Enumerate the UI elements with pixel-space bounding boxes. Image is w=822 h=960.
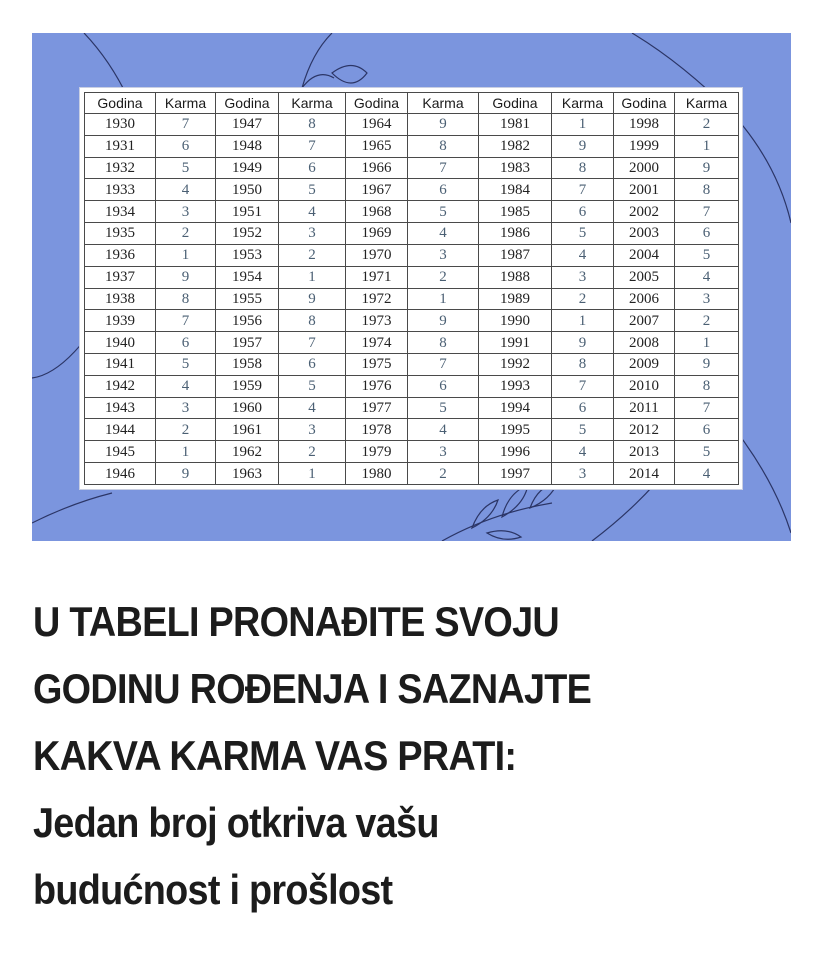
- column-header-karma: Karma: [675, 93, 739, 114]
- year-cell: 2006: [614, 288, 675, 310]
- year-cell: 1994: [479, 397, 552, 419]
- year-cell: 1940: [85, 332, 156, 354]
- year-cell: 2000: [614, 157, 675, 179]
- karma-cell: 8: [675, 179, 739, 201]
- year-cell: 1999: [614, 135, 675, 157]
- year-cell: 1987: [479, 244, 552, 266]
- year-cell: 1944: [85, 419, 156, 441]
- karma-cell: 6: [408, 179, 479, 201]
- karma-cell: 4: [408, 223, 479, 245]
- karma-cell: 4: [675, 463, 739, 485]
- karma-cell: 1: [552, 310, 614, 332]
- year-cell: 1938: [85, 288, 156, 310]
- karma-cell: 4: [552, 441, 614, 463]
- year-cell: 1996: [479, 441, 552, 463]
- year-cell: 1953: [216, 244, 279, 266]
- leaf-sprig-icon: [442, 503, 552, 541]
- karma-cell: 6: [279, 157, 346, 179]
- karma-cell: 2: [156, 419, 216, 441]
- karma-cell: 3: [279, 223, 346, 245]
- karma-cell: 7: [156, 310, 216, 332]
- year-cell: 1990: [479, 310, 552, 332]
- year-cell: 1971: [346, 266, 408, 288]
- karma-cell: 9: [408, 114, 479, 136]
- karma-cell: 3: [552, 463, 614, 485]
- year-cell: 2004: [614, 244, 675, 266]
- year-cell: 1945: [85, 441, 156, 463]
- karma-cell: 2: [408, 266, 479, 288]
- table-row: [85, 223, 739, 245]
- year-cell: 1973: [346, 310, 408, 332]
- year-cell: 1977: [346, 397, 408, 419]
- year-cell: 1952: [216, 223, 279, 245]
- headline-line: Jedan broj otkriva vašu: [33, 799, 439, 846]
- karma-cell: 1: [675, 332, 739, 354]
- table-row: [85, 375, 739, 397]
- year-cell: 1936: [85, 244, 156, 266]
- year-cell: 1980: [346, 463, 408, 485]
- karma-cell: 7: [156, 114, 216, 136]
- year-cell: 1972: [346, 288, 408, 310]
- table-row: [85, 114, 739, 136]
- year-cell: 1991: [479, 332, 552, 354]
- year-cell: 2013: [614, 441, 675, 463]
- article-headline: [33, 588, 717, 923]
- karma-cell: 5: [675, 244, 739, 266]
- karma-cell: 9: [675, 353, 739, 375]
- year-cell: 1948: [216, 135, 279, 157]
- karma-cell: 6: [408, 375, 479, 397]
- year-cell: 2002: [614, 201, 675, 223]
- year-cell: 1963: [216, 463, 279, 485]
- curved-line-decoration: [32, 493, 112, 523]
- karma-cell: 4: [279, 201, 346, 223]
- year-cell: 1962: [216, 441, 279, 463]
- column-header-year: Godina: [479, 93, 552, 114]
- karma-cell: 3: [156, 397, 216, 419]
- year-cell: 1933: [85, 179, 156, 201]
- karma-cell: 8: [279, 114, 346, 136]
- year-cell: 1935: [85, 223, 156, 245]
- karma-cell: 1: [408, 288, 479, 310]
- karma-cell: 4: [156, 179, 216, 201]
- year-cell: 1997: [479, 463, 552, 485]
- table-body: [85, 114, 739, 485]
- year-cell: 1950: [216, 179, 279, 201]
- karma-cell: 1: [156, 244, 216, 266]
- karma-cell: 1: [279, 266, 346, 288]
- table-row: [85, 266, 739, 288]
- table-row: [85, 179, 739, 201]
- column-header-karma: Karma: [552, 93, 614, 114]
- karma-cell: 4: [279, 397, 346, 419]
- year-cell: 1979: [346, 441, 408, 463]
- karma-cell: 6: [675, 223, 739, 245]
- year-cell: 2008: [614, 332, 675, 354]
- year-cell: 1970: [346, 244, 408, 266]
- karma-cell: 3: [156, 201, 216, 223]
- karma-cell: 7: [552, 375, 614, 397]
- year-cell: 1958: [216, 353, 279, 375]
- karma-cell: 2: [552, 288, 614, 310]
- karma-cell: 6: [552, 397, 614, 419]
- year-cell: 1931: [85, 135, 156, 157]
- table-row: [85, 135, 739, 157]
- karma-cell: 7: [552, 179, 614, 201]
- year-cell: 1982: [479, 135, 552, 157]
- year-cell: 1960: [216, 397, 279, 419]
- karma-cell: 9: [552, 332, 614, 354]
- year-cell: 1939: [85, 310, 156, 332]
- year-cell: 1983: [479, 157, 552, 179]
- karma-cell: 5: [552, 419, 614, 441]
- column-header-year: Godina: [85, 93, 156, 114]
- karma-cell: 5: [408, 201, 479, 223]
- karma-cell: 8: [675, 375, 739, 397]
- karma-cell: 2: [279, 441, 346, 463]
- karma-cell: 7: [675, 201, 739, 223]
- karma-table: [84, 92, 739, 485]
- karma-cell: 8: [552, 157, 614, 179]
- year-cell: 1985: [479, 201, 552, 223]
- karma-table-image: [32, 33, 791, 541]
- year-cell: 1976: [346, 375, 408, 397]
- year-cell: 1955: [216, 288, 279, 310]
- karma-cell: 8: [408, 135, 479, 157]
- year-cell: 1951: [216, 201, 279, 223]
- table-row: [85, 288, 739, 310]
- year-cell: 1992: [479, 353, 552, 375]
- karma-cell: 2: [675, 114, 739, 136]
- year-cell: 1941: [85, 353, 156, 375]
- karma-cell: 2: [279, 244, 346, 266]
- headline-line: GODINU ROĐENJA I SAZNAJTE: [33, 665, 592, 712]
- year-cell: 2001: [614, 179, 675, 201]
- column-header-karma: Karma: [156, 93, 216, 114]
- year-cell: 1942: [85, 375, 156, 397]
- karma-cell: 2: [156, 223, 216, 245]
- year-cell: 1964: [346, 114, 408, 136]
- year-cell: 2009: [614, 353, 675, 375]
- headline-line: KAKVA KARMA VAS PRATI:: [33, 732, 517, 779]
- year-cell: 1975: [346, 353, 408, 375]
- column-header-karma: Karma: [408, 93, 479, 114]
- year-cell: 2007: [614, 310, 675, 332]
- year-cell: 1974: [346, 332, 408, 354]
- year-cell: 1961: [216, 419, 279, 441]
- karma-cell: 6: [552, 201, 614, 223]
- karma-cell: 7: [675, 397, 739, 419]
- column-header-year: Godina: [346, 93, 408, 114]
- column-header-year: Godina: [614, 93, 675, 114]
- karma-cell: 3: [408, 441, 479, 463]
- year-cell: 1949: [216, 157, 279, 179]
- year-cell: 1932: [85, 157, 156, 179]
- year-cell: 2014: [614, 463, 675, 485]
- karma-cell: 1: [279, 463, 346, 485]
- karma-cell: 5: [156, 353, 216, 375]
- karma-cell: 4: [675, 266, 739, 288]
- year-cell: 1947: [216, 114, 279, 136]
- year-cell: 1946: [85, 463, 156, 485]
- year-cell: 1988: [479, 266, 552, 288]
- karma-cell: 5: [408, 397, 479, 419]
- karma-cell: 3: [675, 288, 739, 310]
- karma-cell: 9: [675, 157, 739, 179]
- karma-cell: 8: [552, 353, 614, 375]
- table-header-row: [85, 93, 739, 114]
- karma-cell: 4: [156, 375, 216, 397]
- year-cell: 1956: [216, 310, 279, 332]
- column-header-year: Godina: [216, 93, 279, 114]
- karma-cell: 7: [279, 332, 346, 354]
- table-row: [85, 244, 739, 266]
- year-cell: 1943: [85, 397, 156, 419]
- karma-cell: 4: [552, 244, 614, 266]
- table-row: [85, 353, 739, 375]
- year-cell: 2011: [614, 397, 675, 419]
- table-row: [85, 332, 739, 354]
- karma-cell: 5: [675, 441, 739, 463]
- column-header-karma: Karma: [279, 93, 346, 114]
- karma-cell: 6: [156, 135, 216, 157]
- karma-cell: 5: [552, 223, 614, 245]
- year-cell: 1986: [479, 223, 552, 245]
- year-cell: 1959: [216, 375, 279, 397]
- karma-cell: 8: [408, 332, 479, 354]
- karma-cell: 6: [675, 419, 739, 441]
- karma-cell: 7: [408, 157, 479, 179]
- karma-cell: 4: [408, 419, 479, 441]
- karma-cell: 3: [279, 419, 346, 441]
- karma-cell: 3: [552, 266, 614, 288]
- karma-cell: 7: [279, 135, 346, 157]
- year-cell: 1957: [216, 332, 279, 354]
- year-cell: 1998: [614, 114, 675, 136]
- karma-cell: 2: [408, 463, 479, 485]
- karma-cell: 1: [552, 114, 614, 136]
- year-cell: 1978: [346, 419, 408, 441]
- year-cell: 2005: [614, 266, 675, 288]
- karma-cell: 5: [156, 157, 216, 179]
- year-cell: 1968: [346, 201, 408, 223]
- karma-cell: 9: [279, 288, 346, 310]
- karma-cell: 1: [156, 441, 216, 463]
- karma-cell: 9: [552, 135, 614, 157]
- karma-cell: 9: [156, 463, 216, 485]
- year-cell: 1966: [346, 157, 408, 179]
- table-row: [85, 201, 739, 223]
- year-cell: 1937: [85, 266, 156, 288]
- headline-line: U TABELI PRONAĐITE SVOJU: [33, 598, 559, 645]
- leaf-sprig-icon: [332, 66, 367, 84]
- karma-cell: 3: [408, 244, 479, 266]
- karma-cell: 2: [675, 310, 739, 332]
- table-row: [85, 157, 739, 179]
- table-row: [85, 397, 739, 419]
- karma-cell: 8: [156, 288, 216, 310]
- karma-cell: 6: [279, 353, 346, 375]
- year-cell: 1930: [85, 114, 156, 136]
- karma-cell: 5: [279, 179, 346, 201]
- year-cell: 1981: [479, 114, 552, 136]
- year-cell: 1995: [479, 419, 552, 441]
- table-row: [85, 463, 739, 485]
- headline-line: budućnost i prošlost: [33, 866, 393, 913]
- year-cell: 1989: [479, 288, 552, 310]
- year-cell: 1954: [216, 266, 279, 288]
- curved-line-decoration: [302, 33, 332, 88]
- karma-cell: 8: [279, 310, 346, 332]
- karma-cell: 6: [156, 332, 216, 354]
- year-cell: 2003: [614, 223, 675, 245]
- karma-table-card: [79, 87, 743, 490]
- year-cell: 1993: [479, 375, 552, 397]
- year-cell: 1965: [346, 135, 408, 157]
- year-cell: 2010: [614, 375, 675, 397]
- karma-cell: 9: [156, 266, 216, 288]
- year-cell: 1969: [346, 223, 408, 245]
- year-cell: 1934: [85, 201, 156, 223]
- table-row: [85, 419, 739, 441]
- table-row: [85, 441, 739, 463]
- karma-cell: 5: [279, 375, 346, 397]
- year-cell: 2012: [614, 419, 675, 441]
- year-cell: 1984: [479, 179, 552, 201]
- table-row: [85, 310, 739, 332]
- karma-cell: 7: [408, 353, 479, 375]
- karma-cell: 1: [675, 135, 739, 157]
- karma-cell: 9: [408, 310, 479, 332]
- year-cell: 1967: [346, 179, 408, 201]
